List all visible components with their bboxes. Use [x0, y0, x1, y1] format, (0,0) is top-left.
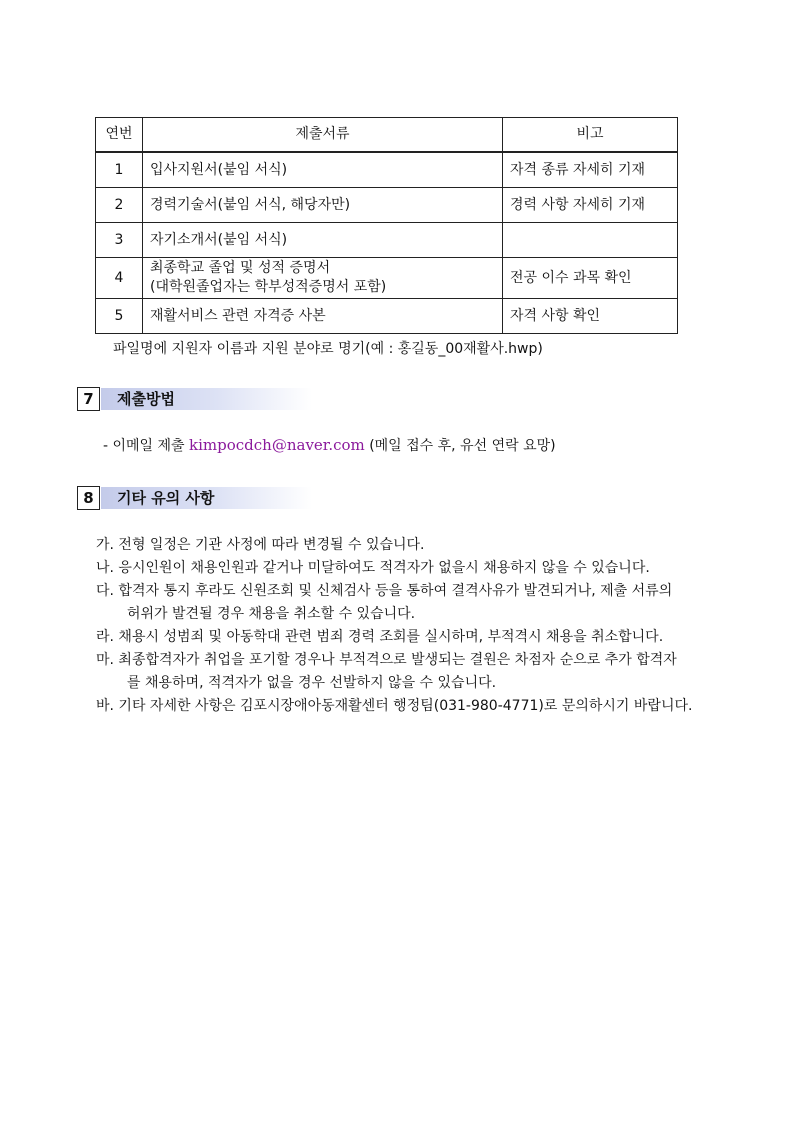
- list-item: 라. 채용시 성범죄 및 아동학대 관련 범죄 경력 조회를 실시하며, 부적격시 채용을 취소합니다.: [96, 629, 664, 645]
- list-item: 다. 합격자 통지 후라도 신원조회 및 신체검사 등을 통하여 결격사유가 발견되거나, 제출 서류의: [96, 583, 673, 599]
- row-note: 전공 이수 과목 확인: [503, 258, 678, 299]
- row-doc-line2: (대학원졸업자는 학부성적증명서 포함): [150, 279, 387, 295]
- file-name-note: 파일명에 지원자 이름과 지원 분야로 명기(예 : 홍길동_00재활사.hwp): [113, 341, 543, 357]
- submission-method: [103, 435, 556, 455]
- row-doc: 경력기술서(붙임 서식, 해당자만): [143, 188, 503, 223]
- row-no: 3: [96, 223, 143, 258]
- row-no: 4: [96, 258, 143, 299]
- row-doc: [143, 258, 503, 299]
- table-row: [96, 223, 678, 258]
- section-title: 제출방법: [117, 390, 175, 408]
- section-number: 7: [77, 387, 100, 411]
- list-item: 나. 응시인원이 채용인원과 같거나 미달하여도 적격자가 없을시 채용하지 않을 수 있습니다.: [96, 560, 650, 576]
- list-item: 바. 기타 자세한 사항은 김포시장애아동재활센터 행정팀(031-980-4771)로 문의하시기 바랍니다.: [96, 698, 693, 714]
- notes-list: [96, 534, 746, 718]
- row-doc: 입사지원서(붙임 서식): [143, 152, 503, 188]
- row-note: 자격 종류 자세히 기재: [503, 152, 678, 188]
- header-no: 연번: [96, 118, 143, 153]
- row-doc: 자기소개서(붙임 서식): [143, 223, 503, 258]
- submission-suffix: (메일 접수 후, 유선 연락 요망): [364, 438, 556, 454]
- row-note: 경력 사항 자세히 기재: [503, 188, 678, 223]
- list-item: 가. 전형 일정은 기관 사정에 따라 변경될 수 있습니다.: [96, 537, 425, 553]
- list-item-continuation: 허위가 발견될 경우 채용을 취소할 수 있습니다.: [127, 606, 416, 622]
- row-note: [503, 223, 678, 258]
- table-header-row: [96, 118, 678, 153]
- header-doc: 제출서류: [143, 118, 503, 153]
- section-number: 8: [77, 486, 100, 510]
- row-note: 자격 사항 확인: [503, 299, 678, 334]
- section-7-heading: [77, 387, 312, 411]
- row-no: 2: [96, 188, 143, 223]
- table-row: [96, 258, 678, 299]
- email-link[interactable]: kimpocdch@naver.com: [189, 436, 365, 454]
- table-row: [96, 152, 678, 188]
- table-row: [96, 188, 678, 223]
- row-doc: 재활서비스 관련 자격증 사본: [143, 299, 503, 334]
- list-item-continuation: 를 채용하며, 적격자가 없을 경우 선발하지 않을 수 있습니다.: [127, 675, 497, 691]
- header-note: 비고: [503, 118, 678, 153]
- table-row: [96, 299, 678, 334]
- row-no: 1: [96, 152, 143, 188]
- documents-table: [95, 117, 678, 334]
- section-title: 기타 유의 사항: [117, 489, 215, 507]
- row-doc-line1: 최종학교 졸업 및 성적 증명서: [150, 260, 331, 276]
- row-no: 5: [96, 299, 143, 334]
- submission-prefix: - 이메일 제출: [103, 438, 190, 454]
- list-item: 마. 최종합격자가 취업을 포기할 경우나 부적격으로 발생되는 결원은 차점자 순으로 추가 합격자: [96, 652, 677, 668]
- section-8-heading: [77, 486, 312, 510]
